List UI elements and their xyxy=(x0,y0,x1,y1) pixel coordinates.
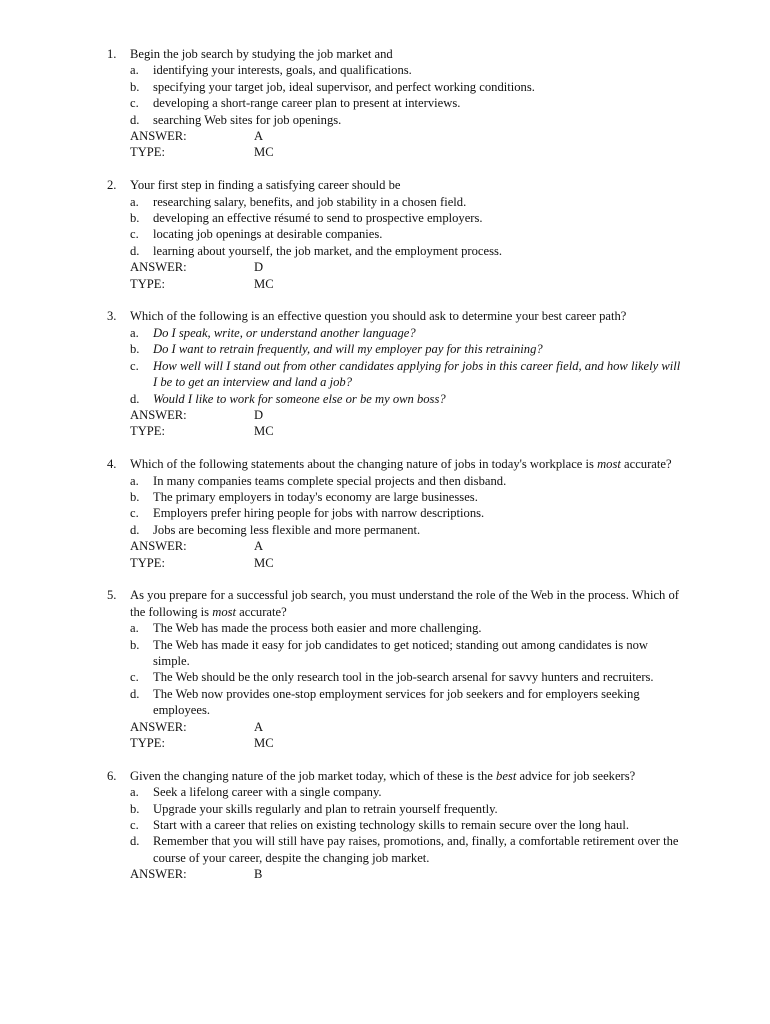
type-value: MC xyxy=(254,276,274,291)
type-value: MC xyxy=(254,736,274,750)
option-b xyxy=(0,637,770,670)
answer-value: B xyxy=(254,867,263,882)
option-letter: d. xyxy=(130,522,140,537)
option-text: In many companies teams complete special projects and then disband. xyxy=(153,473,507,488)
option-a xyxy=(0,62,770,78)
option-d xyxy=(0,391,770,407)
option-text: developing a short-range career plan to present at interviews. xyxy=(153,96,461,111)
option-a xyxy=(0,194,770,210)
option-b xyxy=(0,801,770,817)
option-text: Seek a lifelong career with a single company. xyxy=(153,785,382,800)
question-4 xyxy=(0,456,770,571)
option-letter: c. xyxy=(130,818,139,833)
option-text: The Web has made the process both easier and more challenging. xyxy=(153,621,482,636)
option-b xyxy=(0,210,770,226)
answer-label: ANSWER: xyxy=(130,129,187,144)
question-1 xyxy=(0,46,770,161)
option-a xyxy=(0,473,770,489)
type-row xyxy=(0,555,770,571)
option-text: Do I want to retrain frequently, and will my employer pay for this retraining? xyxy=(153,342,543,357)
type-value: MC xyxy=(254,424,274,439)
option-letter: b. xyxy=(130,79,140,94)
type-row xyxy=(0,735,770,751)
option-a xyxy=(0,620,770,636)
answer-label: ANSWER: xyxy=(130,407,187,422)
answer-value: D xyxy=(254,260,264,275)
answer-value: A xyxy=(254,719,264,734)
option-letter: a. xyxy=(130,194,139,209)
option-text: The Web should be the only research tool in the job-search arsenal for savvy hunters and recruiters. xyxy=(153,670,654,685)
question-stem-part: accurate? xyxy=(620,457,672,472)
option-letter: d. xyxy=(130,834,140,849)
type-label: TYPE: xyxy=(130,145,165,160)
type-row xyxy=(0,144,770,160)
option-text: Would I like to work for someone else or be my own boss? xyxy=(153,391,446,406)
type-row xyxy=(0,276,770,292)
option-c xyxy=(0,358,770,391)
option-c xyxy=(0,505,770,521)
question-number: 2. xyxy=(107,178,117,193)
option-text: The Web now provides one-stop employment services for job seekers and for employers seeking employees. xyxy=(153,686,640,718)
option-text: Remember that you will still have pay raises, promotions, and, finally, a comfortable retirement over the course of your career, despite the changing job market. xyxy=(153,834,679,865)
option-letter: a. xyxy=(130,63,139,78)
option-d xyxy=(0,833,770,866)
option-letter: d. xyxy=(130,391,140,406)
option-letter: c. xyxy=(130,670,139,685)
answer-row xyxy=(0,866,770,882)
answer-value: A xyxy=(254,539,264,554)
option-d xyxy=(0,112,770,128)
option-c xyxy=(0,95,770,111)
option-a xyxy=(0,325,770,341)
answer-row xyxy=(0,719,770,735)
option-d xyxy=(0,243,770,259)
question-2 xyxy=(0,177,770,292)
option-text: developing an effective résumé to send to prospective employers. xyxy=(153,211,483,226)
answer-label: ANSWER: xyxy=(130,539,187,554)
option-letter: a. xyxy=(130,325,139,340)
option-letter: a. xyxy=(130,785,139,800)
option-text: learning about yourself, the job market, and the employment process. xyxy=(153,243,503,258)
option-text: The primary employers in today's economy are large businesses. xyxy=(153,489,478,504)
option-letter: d. xyxy=(130,243,140,258)
question-3 xyxy=(0,308,770,439)
option-b xyxy=(0,341,770,357)
option-letter: a. xyxy=(130,621,139,636)
option-a xyxy=(0,784,770,800)
option-letter: d. xyxy=(130,112,140,127)
question-stem-emphasis: most xyxy=(597,457,621,472)
answer-value: A xyxy=(254,129,264,144)
question-stem-emphasis: most xyxy=(212,604,237,619)
answer-label: ANSWER: xyxy=(130,260,187,275)
option-letter: c. xyxy=(130,358,139,373)
answer-row xyxy=(0,407,770,423)
type-label: TYPE: xyxy=(130,736,165,750)
option-text: How well will I stand out from other candidates applying for jobs in this career field, and how likely will I be to get an interview and land a job? xyxy=(153,358,681,390)
option-c xyxy=(0,817,770,833)
question-stem-part: accurate? xyxy=(236,604,287,619)
question-stem-emphasis: best xyxy=(496,768,517,783)
option-b xyxy=(0,79,770,95)
option-letter: b. xyxy=(130,801,140,816)
option-letter: c. xyxy=(130,96,139,111)
option-text: The Web has made it easy for job candidates to get noticed; standing out among candidates is now simple. xyxy=(153,637,649,668)
type-label: TYPE: xyxy=(130,276,165,291)
option-letter: d. xyxy=(130,686,140,701)
option-text: identifying your interests, goals, and qualifications. xyxy=(153,63,412,78)
option-letter: b. xyxy=(130,489,140,504)
type-label: TYPE: xyxy=(130,555,165,570)
answer-value: D xyxy=(254,407,264,422)
question-list xyxy=(0,46,770,899)
option-letter: b. xyxy=(130,211,140,226)
option-letter: c. xyxy=(130,227,139,242)
answer-row xyxy=(0,538,770,554)
answer-label: ANSWER: xyxy=(130,719,187,734)
option-letter: b. xyxy=(130,342,140,357)
option-text: Employers prefer hiring people for jobs with narrow descriptions. xyxy=(153,506,485,521)
answer-label: ANSWER: xyxy=(130,867,187,882)
option-text: Upgrade your skills regularly and plan to retrain yourself frequently. xyxy=(153,801,498,816)
option-letter: a. xyxy=(130,473,139,488)
answer-row xyxy=(0,128,770,144)
type-label: TYPE: xyxy=(130,424,165,439)
option-text: Do I speak, write, or understand another language? xyxy=(153,325,416,340)
option-text: researching salary, benefits, and job stability in a chosen field. xyxy=(153,194,467,209)
question-number: 5. xyxy=(107,588,117,603)
question-stem-part: Which of the following statements about the changing nature of jobs in today's workplace is xyxy=(130,457,598,472)
option-c xyxy=(0,669,770,685)
option-b xyxy=(0,489,770,505)
question-number: 4. xyxy=(107,457,117,472)
question-stem-part: advice for job seekers? xyxy=(516,768,636,783)
option-d xyxy=(0,522,770,538)
type-value: MC xyxy=(254,555,274,570)
question-stem-part: As you prepare for a successful job search, you must understand the role of the Web in the process. Which of the following is xyxy=(130,588,679,619)
question-number: 3. xyxy=(107,309,117,324)
option-letter: c. xyxy=(130,506,139,521)
question-stem: Which of the following is an effective question you should ask to determine your best career path? xyxy=(130,309,627,324)
question-number: 6. xyxy=(107,768,117,783)
option-text: locating job openings at desirable companies. xyxy=(153,227,383,242)
question-6 xyxy=(0,768,770,883)
option-c xyxy=(0,226,770,242)
question-stem-part: Given the changing nature of the job market today, which of these is the xyxy=(130,768,497,783)
answer-row xyxy=(0,259,770,275)
type-row xyxy=(0,423,770,439)
type-value: MC xyxy=(254,145,274,160)
question-5 xyxy=(0,587,770,751)
question-number: 1. xyxy=(107,47,117,61)
question-stem: Your first step in finding a satisfying career should be xyxy=(130,178,401,193)
option-text: Start with a career that relies on existing technology skills to remain secure over the long haul. xyxy=(153,818,629,833)
option-text: specifying your target job, ideal supervisor, and perfect working conditions. xyxy=(153,79,535,94)
question-stem: Begin the job search by studying the job market and xyxy=(130,47,393,61)
option-text: Jobs are becoming less flexible and more permanent. xyxy=(153,522,421,537)
option-d xyxy=(0,686,770,719)
option-letter: b. xyxy=(130,637,140,652)
option-text: searching Web sites for job openings. xyxy=(153,112,342,127)
